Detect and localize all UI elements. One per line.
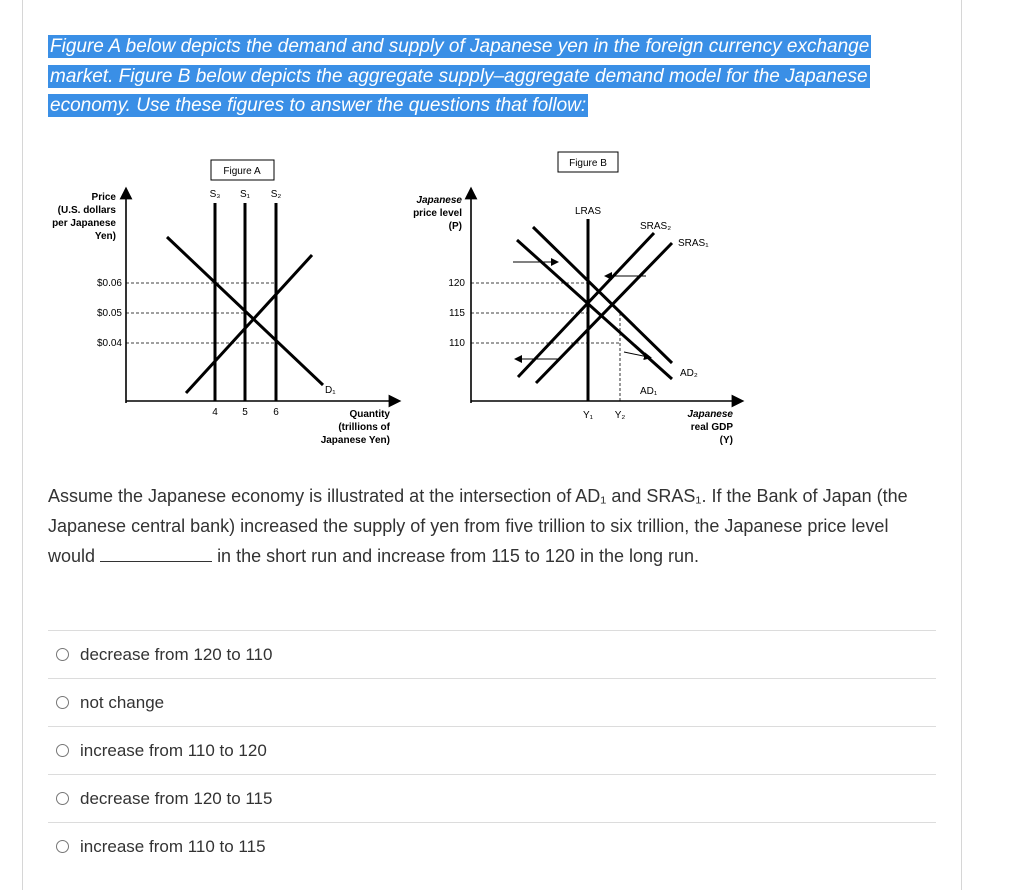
option-label: decrease from 120 to 115 bbox=[80, 788, 273, 808]
figures bbox=[40, 145, 760, 455]
figure-a-ylabel-1: Price bbox=[91, 192, 116, 203]
option-label: decrease from 120 to 110 bbox=[80, 644, 273, 664]
figure-b-ylabel-1: Japanese bbox=[416, 195, 462, 206]
figure-a-ytick-006: $0.06 bbox=[96, 278, 122, 289]
answer-blank bbox=[100, 545, 212, 562]
figure-b-title: Figure B bbox=[569, 158, 607, 169]
option-3[interactable] bbox=[48, 726, 936, 774]
supply-diagonal-a bbox=[186, 255, 312, 393]
option-label: increase from 110 to 120 bbox=[80, 740, 267, 760]
ad2-label: AD₂ bbox=[680, 368, 698, 379]
figure-a-xtick-5: 5 bbox=[242, 407, 248, 418]
figure-b-xlabel-2: real GDP bbox=[690, 422, 733, 433]
figure-b-ylabel-3: (P) bbox=[448, 221, 462, 232]
answer-options bbox=[48, 630, 936, 870]
supply-label-s1: S₁ bbox=[239, 189, 251, 200]
figure-b-ytick-115: 115 bbox=[449, 308, 465, 319]
figure-b-ytick-110: 110 bbox=[449, 338, 465, 349]
figure-b-xlabel-1: Japanese bbox=[687, 409, 733, 420]
intro-line-3: economy. Use these figures to answer the questions that follow: bbox=[50, 95, 587, 116]
intro-text bbox=[48, 32, 908, 121]
figure-a-ylabel-4: Yen) bbox=[94, 231, 116, 242]
sras1-label: SRAS₁ bbox=[678, 238, 709, 249]
sras1-line bbox=[518, 233, 654, 377]
lras-label: LRAS bbox=[574, 206, 602, 217]
figure-b-xlabel-3: (Y) bbox=[719, 435, 733, 446]
figure-b-ytick-120: 120 bbox=[448, 278, 465, 289]
figure-a-ytick-005: $0.05 bbox=[96, 308, 122, 319]
radio-button[interactable] bbox=[56, 696, 69, 709]
figure-a-xlabel-3: Japanese Yen) bbox=[320, 435, 390, 446]
figure-a-ytick-004: $0.04 bbox=[96, 338, 122, 349]
supply-label-s3: S₃ bbox=[209, 189, 221, 200]
sras2-label: SRAS₂ bbox=[640, 221, 672, 232]
option-4[interactable] bbox=[48, 774, 936, 822]
figure-b bbox=[413, 152, 738, 446]
demand-label-d1: D₁ bbox=[325, 385, 336, 396]
figure-a-xlabel-1: Quantity bbox=[349, 409, 390, 420]
radio-button[interactable] bbox=[56, 648, 69, 661]
radio-button[interactable] bbox=[56, 792, 69, 805]
figure-a-xtick-4: 4 bbox=[212, 407, 218, 418]
figure-a bbox=[52, 160, 395, 446]
option-5[interactable] bbox=[48, 822, 936, 870]
figure-a-ylabel-3: per Japanese bbox=[52, 218, 116, 229]
figure-a-xlabel-2: (trillions of bbox=[338, 422, 390, 433]
option-label: not change bbox=[80, 692, 165, 712]
question-text bbox=[48, 481, 918, 571]
figure-a-xtick-6: 6 bbox=[273, 407, 279, 418]
figure-a-title: Figure A bbox=[223, 166, 261, 177]
question-part-1: Assume the Japanese economy is illustrated at the intersection of AD₁ and SRAS₁. If the Bank of Japan (the Japanese central bank) increased the supply of yen from five trillion to six trillion, the Japanese price level would bbox=[48, 486, 908, 566]
option-1[interactable] bbox=[48, 630, 936, 678]
option-label: increase from 110 to 115 bbox=[80, 836, 266, 856]
ad1-label: AD₁ bbox=[640, 386, 658, 397]
intro-line-2: market. Figure B below depicts the aggregate supply–aggregate demand model for the Japanese bbox=[50, 65, 868, 87]
option-2[interactable] bbox=[48, 678, 936, 726]
figure-b-xtick-y1: Y₁ bbox=[582, 410, 594, 421]
question-part-2: in the short run and increase from 115 to 120 in the long run. bbox=[217, 546, 700, 566]
figure-a-ylabel-2: (U.S. dollars bbox=[57, 205, 116, 216]
supply-label-s2: S₂ bbox=[270, 189, 282, 200]
radio-button[interactable] bbox=[56, 840, 69, 853]
intro-line-1: Figure A below depicts the demand and supply of Japanese yen in the foreign currency exchange bbox=[50, 36, 870, 57]
figure-b-ylabel-2: price level bbox=[413, 208, 462, 219]
ad1-line bbox=[517, 240, 672, 379]
radio-button[interactable] bbox=[56, 744, 69, 757]
figure-b-xtick-y2: Y₂ bbox=[614, 410, 626, 421]
